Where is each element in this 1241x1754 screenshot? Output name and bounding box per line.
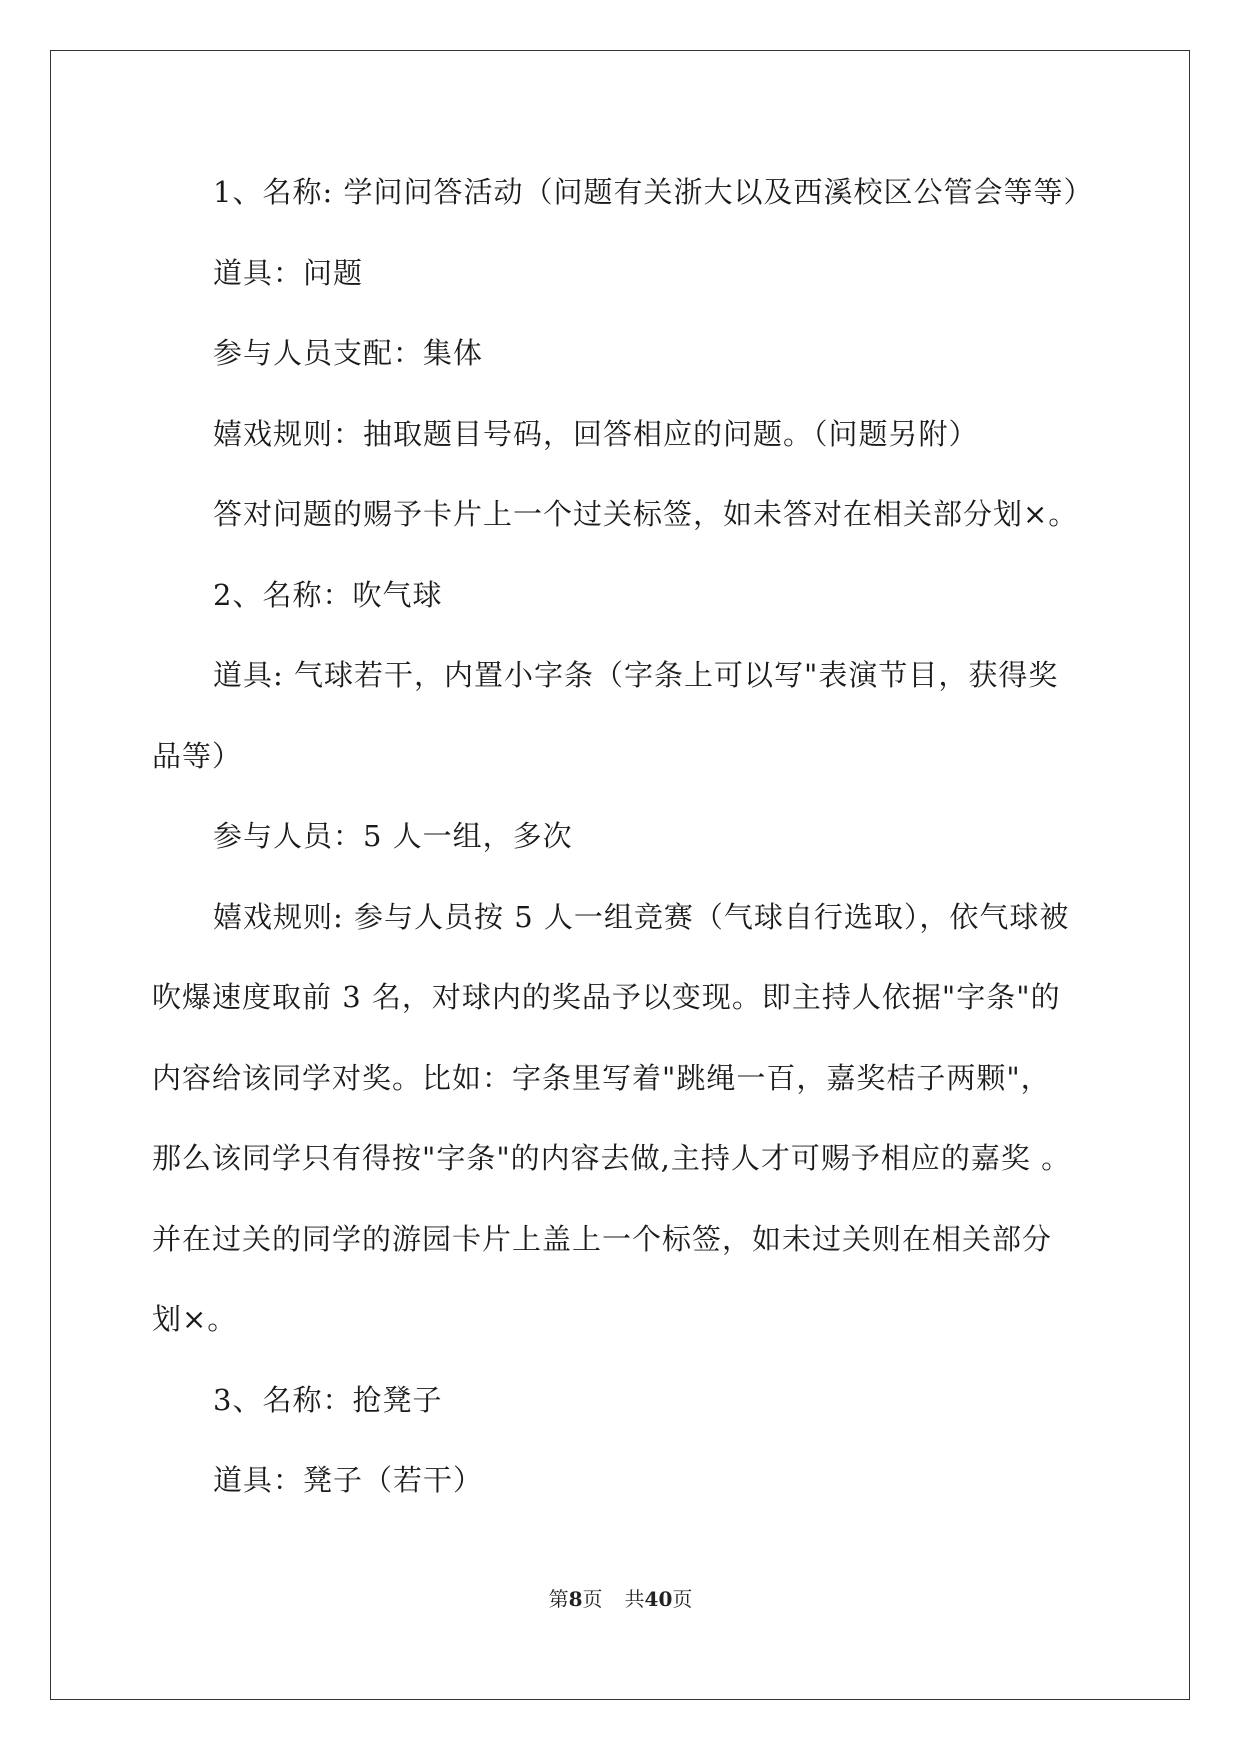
text-line: 参与人员：5 人一组，多次 [213,819,573,853]
total-pages: 40 [644,1587,673,1611]
page-border [50,50,1190,1700]
text-line: 3、名称：抢凳子 [213,1383,443,1417]
total-suffix: 页 [672,1587,693,1611]
page-suffix: 页 [582,1587,603,1611]
text-line: 答对问题的赐予卡片上一个过关标签，如未答对在相关部分划×。 [213,497,1079,531]
text-line: 道具：问题 [213,256,364,290]
text-line: 品等） [152,739,243,773]
text-line: 嬉戏规则: 参与人员按 5 人一组竞赛（气球自行选取），依气球被 [213,900,1070,934]
text-line: 参与人员支配：集体 [213,336,484,370]
text-line: 那么该同学只有得按"字条"的内容去做,主持人才可赐予相应的嘉奖 。 [152,1141,1072,1175]
total-prefix: 共 [624,1587,645,1611]
text-line: 内容给该同学对奖。比如：字条里写着"跳绳一百，嘉奖桔子两颗"， [152,1061,1051,1095]
text-line: 道具: 气球若干，内置小字条（字条上可以写"表演节目，获得奖 [213,658,1059,692]
page-footer [0,1585,1241,1613]
text-line: 2、名称：吹气球 [213,578,443,612]
page-number: 8 [568,1587,583,1611]
text-line: 嬉戏规则：抽取题目号码，回答相应的问题。（问题另附） [213,417,979,451]
text-line: 吹爆速度取前 3 名，对球内的奖品予以变现。即主持人依据"字条"的 [152,980,1061,1014]
page-prefix: 第 [548,1587,569,1611]
text-line: 并在过关的同学的游园卡片上盖上一个标签，如未过关则在相关部分 [152,1222,1053,1256]
text-line: 划×。 [152,1302,238,1336]
text-line: 道具：凳子（若干） [213,1463,484,1497]
text-line: 1、名称: 学问问答活动（问题有关浙大以及西溪校区公管会等等） [213,175,1094,209]
